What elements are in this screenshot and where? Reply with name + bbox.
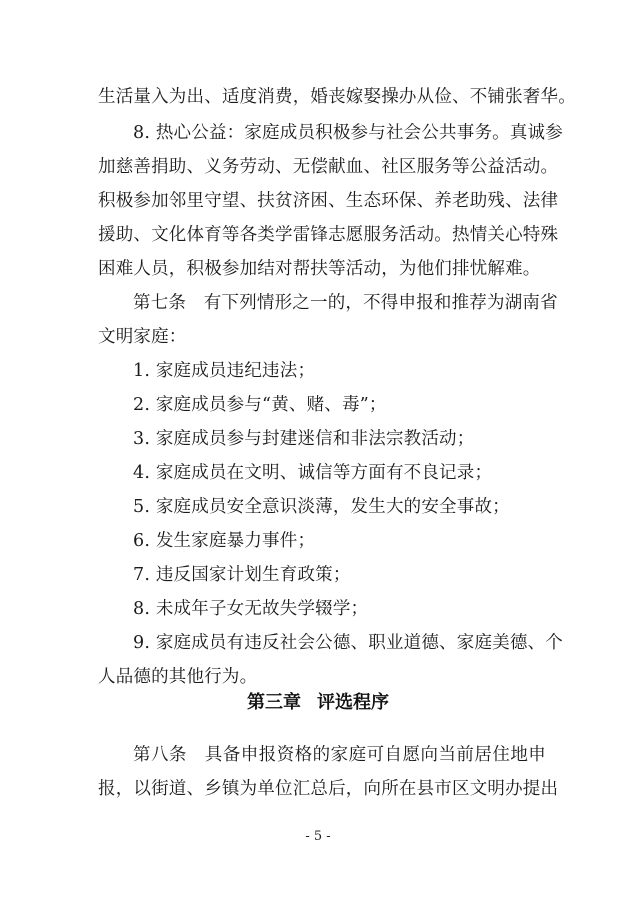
paragraph-line: 8. 热心公益：家庭成员积极参与社会公共事务。真诚参 — [133, 123, 563, 143]
list-item: 1. 家庭成员违纪违法； — [133, 361, 316, 381]
article-eight-line: 第八条 具备申报资格的家庭可自愿向当前居住地申 — [133, 745, 546, 765]
list-item: 5. 家庭成员安全意识淡薄，发生大的安全事故； — [133, 497, 510, 517]
chapter-title: 评选程序 — [317, 692, 389, 713]
paragraph-line: 援助、文化体育等各类学雷锋志愿服务活动。热情关心特殊 — [98, 225, 559, 245]
paragraph-line: 生活量入为出、适度消费，婚丧嫁娶操办从俭、不铺张奢华。 — [98, 87, 576, 107]
list-item: 3. 家庭成员参与封建迷信和非法宗教活动； — [133, 429, 475, 449]
paragraph-line: 积极参加邻里守望、扶贫济困、生态环保、养老助残、法律 — [98, 191, 559, 211]
article-seven-line: 第七条 有下列情形之一的，不得申报和推荐为湖南省 — [133, 293, 558, 313]
paragraph-line: 报，以街道、乡镇为单位汇总后，向所在县市区文明办提出 — [98, 779, 559, 799]
chapter-number: 第三章 — [247, 692, 301, 713]
paragraph-line: 加慈善捐助、义务劳动、无偿献血、社区服务等公益活动。 — [98, 157, 559, 177]
paragraph-line: 人品德的其他行为。 — [98, 667, 258, 687]
list-item: 7. 违反国家计划生育政策； — [133, 565, 351, 585]
list-item: 4. 家庭成员在文明、诚信等方面有不良记录； — [133, 463, 493, 483]
list-item: 2. 家庭成员参与“黄、赌、毒”； — [133, 395, 387, 415]
page-number: - 5 - — [305, 829, 331, 844]
paragraph-line: 困难人员，积极参加结对帮扶等活动，为他们排忧解难。 — [98, 259, 541, 279]
chapter-heading — [0, 691, 636, 715]
list-item: 9. 家庭成员有违反社会公德、职业道德、家庭美德、个 — [133, 633, 563, 653]
list-item: 6. 发生家庭暴力事件； — [133, 531, 316, 551]
list-item: 8. 未成年子女无故失学辍学； — [133, 599, 369, 619]
paragraph-line: 文明家庭： — [98, 327, 187, 347]
